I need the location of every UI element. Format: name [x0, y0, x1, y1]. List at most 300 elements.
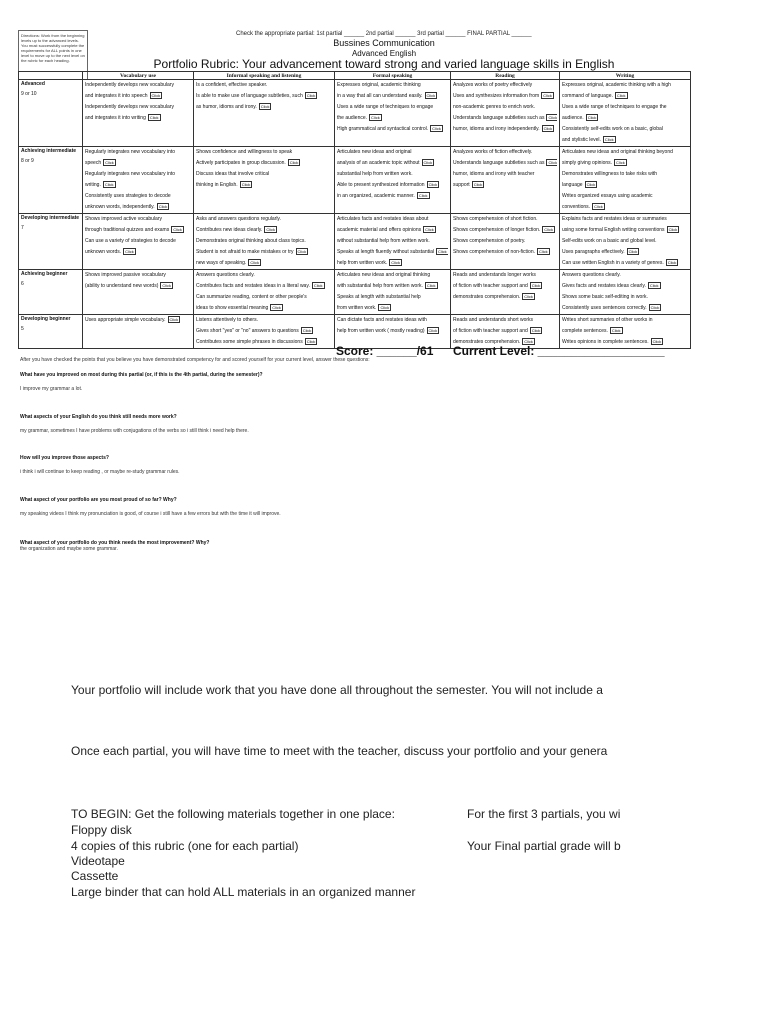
criteria-text: and integrates it into writing: [85, 115, 146, 121]
criteria-cell: [560, 147, 691, 214]
criteria-checkbox[interactable]: Click: [524, 339, 533, 345]
criteria-text: Expresses original, academic thinking: [337, 82, 421, 88]
criteria-line: [562, 247, 688, 258]
rubric-row: [19, 147, 691, 214]
criteria-text: from written work.: [337, 305, 377, 311]
criteria-text: humor, idioms and irony with teacher: [453, 171, 535, 177]
criteria-checkbox[interactable]: Click: [260, 104, 270, 110]
criteria-checkbox[interactable]: Click: [306, 93, 316, 99]
criteria-line: [337, 124, 448, 135]
criteria-checkbox[interactable]: Click: [586, 182, 596, 188]
criteria-checkbox[interactable]: Click: [241, 182, 251, 188]
criteria-line: [562, 281, 688, 292]
criteria-text: simply giving opinions.: [562, 160, 613, 166]
criteria-text: Discuss ideas that involve critical: [196, 171, 270, 177]
criteria-checkbox[interactable]: Click: [380, 305, 390, 311]
materials-item: Videotape: [71, 854, 125, 868]
criteria-text: in a way that all can understand easily.: [337, 93, 423, 99]
criteria-checkbox[interactable]: Click: [149, 115, 159, 121]
criteria-text: as humor, idioms and irony.: [196, 104, 257, 110]
criteria-text: Demonstrates original thinking about class topics.: [196, 238, 306, 244]
criteria-cell: [83, 80, 194, 147]
criteria-line: [85, 202, 191, 213]
criteria-line: [85, 236, 191, 247]
criteria-text: Can summarize reading, content or other people's: [196, 294, 307, 300]
criteria-checkbox[interactable]: Click: [628, 249, 638, 255]
criteria-cell: [83, 214, 194, 270]
criteria-checkbox[interactable]: Click: [423, 160, 433, 166]
criteria-text: Shows confidence and willingness to speak: [196, 149, 293, 155]
criteria-text: demonstrates comprehension.: [453, 294, 521, 300]
rubric-row: [19, 214, 691, 270]
criteria-checkbox[interactable]: Click: [432, 126, 441, 132]
criteria-text: High grammatical and syntactical control.: [337, 126, 429, 132]
criteria-checkbox[interactable]: Click: [391, 260, 400, 266]
criteria-line: [337, 80, 448, 91]
rubric-body: [19, 80, 691, 349]
criteria-cell: [560, 270, 691, 315]
column-header: [19, 72, 83, 80]
criteria-checkbox[interactable]: Click: [306, 339, 316, 345]
level-name: Advanced: [21, 81, 45, 87]
criteria-text: Understands language subtleties such as: [453, 115, 545, 121]
criteria-line: [562, 315, 688, 326]
criteria-line: [196, 236, 332, 247]
criteria-line: [337, 281, 448, 292]
criteria-checkbox[interactable]: Click: [104, 182, 114, 188]
criteria-line: [337, 292, 448, 303]
criteria-text: Actively participates in group discussion.: [196, 160, 286, 166]
criteria-text: without substantial help from written work.: [337, 238, 430, 244]
criteria-line: [337, 102, 448, 113]
criteria-checkbox[interactable]: Click: [616, 93, 626, 99]
criteria-line: [85, 80, 191, 91]
criteria-line: [337, 315, 448, 326]
criteria-checkbox[interactable]: Click: [158, 204, 168, 210]
level-points: 6: [21, 281, 24, 287]
criteria-line: [85, 91, 191, 102]
criteria-cell: [335, 80, 451, 147]
criteria-checkbox[interactable]: Click: [162, 283, 172, 289]
answer-1: I improve my grammar a lot.: [20, 386, 83, 392]
criteria-cell: [335, 147, 451, 214]
criteria-checkbox[interactable]: Click: [302, 328, 312, 334]
criteria-cell: [194, 214, 335, 270]
criteria-text: Uses a wide range of techniques to engage the: [562, 104, 667, 110]
criteria-text: Uses and synthesizes information from: [453, 93, 540, 99]
level-cell: [19, 315, 83, 349]
criteria-line: [196, 247, 332, 258]
criteria-text: Able to present synthesized information: [337, 182, 425, 188]
criteria-cell: [194, 270, 335, 315]
criteria-text: Can dictate facts and restates ideas with: [337, 317, 427, 323]
level-points: 8 or 9: [21, 158, 34, 164]
question-1: What have you improved on most during this partial (or, if this is the 4th partial, during the semester)?: [20, 372, 263, 378]
criteria-text: analysis of an academic topic without: [337, 160, 420, 166]
criteria-text: Demonstrates willingness to take risks with: [562, 171, 658, 177]
criteria-text: unknown words, independently.: [85, 204, 155, 210]
criteria-line: [85, 191, 191, 202]
criteria-line: [196, 180, 332, 191]
to-begin-heading: TO BEGIN: Get the following materials together in one place:: [71, 807, 395, 821]
criteria-line: [85, 270, 191, 281]
rubric-row: [19, 270, 691, 315]
criteria-line: [337, 169, 448, 180]
criteria-checkbox[interactable]: Click: [151, 93, 161, 99]
criteria-text: Answers questions clearly.: [562, 272, 621, 278]
first-partials-note: For the first 3 partials, you wi: [467, 807, 621, 821]
criteria-checkbox[interactable]: Click: [125, 249, 134, 255]
answer-5: the organization and maybe some grammar.: [20, 546, 118, 552]
question-2: What aspects of your English do you think still needs more work?: [20, 414, 177, 420]
criteria-checkbox[interactable]: Click: [313, 283, 323, 289]
criteria-text: Uses appropriate simple vocabulary.: [85, 317, 166, 323]
criteria-cell: [83, 270, 194, 315]
criteria-line: [562, 258, 688, 269]
criteria-line: [562, 191, 688, 202]
criteria-cell: [194, 315, 335, 349]
criteria-line: [453, 326, 557, 337]
answer-2: my grammar, sometimes I have problems with conjugations of the verbs so i still think i need help there.: [20, 428, 249, 434]
criteria-text: Can use a variety of strategies to decode: [85, 238, 176, 244]
criteria-text: Analyzes works of poetry effectively: [453, 82, 533, 88]
criteria-line: [85, 102, 191, 113]
criteria-line: [196, 102, 332, 113]
criteria-line: [196, 270, 332, 281]
criteria-text: Shows some basic self-editing in work.: [562, 294, 648, 300]
criteria-line: [453, 169, 557, 180]
criteria-line: [453, 281, 557, 292]
criteria-line: [562, 326, 688, 337]
criteria-text: Reads and understands short works: [453, 317, 534, 323]
criteria-checkbox[interactable]: Click: [546, 114, 557, 121]
level-cell: [19, 214, 83, 270]
portfolio-note-line2: Once each partial, you will have time to meet with the teacher, discuss your portfolio and your genera: [71, 744, 608, 758]
criteria-line: [85, 147, 191, 158]
criteria-line: [453, 102, 557, 113]
materials-item: Large binder that can hold ALL materials in an organized manner: [71, 885, 416, 899]
criteria-text: Consistently uses strategies to decode: [85, 193, 171, 199]
criteria-text: support: [453, 182, 470, 188]
criteria-line: [85, 225, 191, 236]
criteria-line: [562, 124, 688, 135]
criteria-text: Writes organized essays using academic: [562, 193, 653, 199]
criteria-checkbox[interactable]: Click: [250, 260, 259, 266]
criteria-text: Explains facts and restates ideas or summaries: [562, 216, 667, 222]
criteria-line: [85, 214, 191, 225]
criteria-text: non-academic genres to enrich work.: [453, 104, 535, 110]
partial-check-line: Check the appropriate partial: 1st partial ______ 2nd partial ______ 3rd partial ______ FINAL PARTIAL ______: [236, 31, 532, 37]
criteria-checkbox[interactable]: Click: [266, 227, 275, 233]
rubric-title: Portfolio Rubric: Your advancement toward strong and varied language skills in English: [153, 57, 615, 71]
criteria-text: Contributes new ideas clearly.: [196, 227, 263, 233]
column-header: Reading: [451, 72, 560, 80]
criteria-line: [196, 158, 332, 169]
criteria-line: [453, 247, 557, 258]
criteria-line: [196, 326, 332, 337]
answer-3: i think i will continue to keep reading , or maybe re-study grammar rules.: [20, 469, 180, 475]
criteria-text: language: [562, 182, 583, 188]
criteria-text: Independently develops new vocabulary: [85, 104, 174, 110]
criteria-line: [453, 80, 557, 91]
criteria-text: Analyzes works of fiction effectively.: [453, 149, 533, 155]
final-partial-note: Your Final partial grade will b: [467, 839, 621, 853]
criteria-line: [453, 113, 557, 124]
criteria-text: Uses paragraphs effectively.: [562, 249, 625, 255]
criteria-checkbox[interactable]: Click: [418, 193, 428, 199]
criteria-cell: [560, 214, 691, 270]
criteria-line: [453, 214, 557, 225]
criteria-line: [337, 236, 448, 247]
level-name: Achieving intermediate: [21, 148, 77, 154]
rubric-table: [18, 71, 691, 349]
criteria-line: [85, 281, 191, 292]
criteria-checkbox[interactable]: Click: [289, 160, 299, 166]
criteria-text: Shows improved passive vocabulary: [85, 272, 166, 278]
criteria-line: [337, 158, 448, 169]
criteria-line: [85, 247, 191, 258]
criteria-text: of fiction with teacher support and: [453, 283, 528, 289]
criteria-text: unknown words.: [85, 249, 122, 255]
materials-item: Floppy disk: [71, 823, 132, 837]
criteria-checkbox[interactable]: Click: [649, 283, 659, 289]
criteria-line: [337, 180, 448, 191]
criteria-line: [196, 315, 332, 326]
criteria-cell: [83, 315, 194, 349]
criteria-text: ideas to show essential meaning: [196, 305, 269, 311]
criteria-line: [562, 113, 688, 124]
criteria-line: [337, 247, 448, 258]
criteria-checkbox[interactable]: Click: [371, 115, 380, 121]
criteria-line: [85, 158, 191, 169]
level-name: Developing intermediate: [21, 215, 80, 221]
criteria-text: of fiction with teacher support and: [453, 328, 528, 334]
criteria-line: [196, 147, 332, 158]
criteria-text: (ability to understand new words): [85, 283, 159, 289]
criteria-text: conventions.: [562, 204, 591, 210]
criteria-line: [562, 225, 688, 236]
criteria-checkbox[interactable]: Click: [428, 328, 438, 334]
criteria-line: [337, 258, 448, 269]
criteria-text: new ways of speaking.: [196, 260, 247, 266]
criteria-line: [85, 113, 191, 124]
criteria-checkbox[interactable]: Click: [173, 227, 182, 233]
criteria-checkbox[interactable]: Click: [425, 227, 434, 233]
criteria-text: using some formal English writing conventions: [562, 227, 665, 233]
criteria-line: [196, 225, 332, 236]
level-points: 9 or 10: [21, 91, 37, 97]
criteria-text: Answers questions clearly.: [196, 272, 255, 278]
criteria-text: the audience.: [337, 115, 368, 121]
question-5: What aspect of your portfolio do you think needs the most improvement? Why?: [20, 540, 210, 546]
criteria-checkbox[interactable]: Click: [544, 227, 553, 233]
criteria-line: [562, 147, 688, 158]
criteria-line: [337, 270, 448, 281]
criteria-checkbox[interactable]: Click: [616, 160, 625, 166]
criteria-checkbox[interactable]: Click: [543, 126, 553, 132]
criteria-text: command of language.: [562, 93, 613, 99]
criteria-text: and stylistic level.: [562, 137, 601, 143]
criteria-line: [196, 169, 332, 180]
criteria-text: Articulates new ideas and original thinking beyond: [562, 149, 673, 155]
rubric-row: [19, 80, 691, 147]
criteria-checkbox[interactable]: Click: [587, 115, 597, 121]
criteria-line: [562, 214, 688, 225]
directions-box: Directions: Work from the beginning levels up to the advanced levels. You must successfully complete the requirements for ALL points in one level to move up to the next level on the rubric for each heading.: [18, 30, 88, 80]
criteria-checkbox[interactable]: Click: [272, 305, 281, 311]
criteria-line: [196, 258, 332, 269]
criteria-line: [85, 180, 191, 191]
column-header: Formal speaking: [335, 72, 451, 80]
criteria-text: help from written work.: [337, 260, 388, 266]
criteria-text: with substantial help from written work.: [337, 283, 423, 289]
criteria-checkbox[interactable]: Click: [594, 204, 603, 210]
criteria-text: through traditional quizzes and exams: [85, 227, 170, 233]
materials-item: 4 copies of this rubric (one for each partial): [71, 839, 299, 853]
criteria-text: Writes opinions in complete sentences.: [562, 339, 649, 345]
criteria-line: [196, 214, 332, 225]
criteria-text: Understands language subtleties such as: [453, 160, 545, 166]
level-points: 5: [21, 326, 24, 332]
criteria-checkbox[interactable]: Click: [668, 227, 678, 233]
criteria-checkbox[interactable]: Click: [539, 249, 548, 255]
criteria-checkbox[interactable]: Click: [611, 328, 621, 334]
criteria-text: complete sentences.: [562, 328, 608, 334]
level-points: 7: [21, 225, 24, 231]
criteria-checkbox[interactable]: Click: [667, 260, 677, 266]
criteria-text: Gives short "yes" or "no" answers to questions: [196, 328, 299, 334]
criteria-line: [453, 315, 557, 326]
criteria-line: [196, 292, 332, 303]
criteria-line: [196, 337, 332, 348]
criteria-text: Articulates facts and restates ideas about: [337, 216, 429, 222]
criteria-cell: [335, 270, 451, 315]
criteria-line: [337, 91, 448, 102]
criteria-checkbox[interactable]: Click: [473, 182, 483, 188]
criteria-text: Uses a wide range of techniques to engage: [337, 104, 434, 110]
criteria-checkbox[interactable]: Click: [546, 159, 557, 166]
criteria-text: substantial help from written work.: [337, 171, 413, 177]
criteria-text: Shows comprehension of longer fiction.: [453, 227, 541, 233]
criteria-text: Self-edits work on a basic and global level.: [562, 238, 657, 244]
criteria-text: Shows comprehension of short fiction.: [453, 216, 538, 222]
criteria-line: [337, 326, 448, 337]
criteria-text: speech: [85, 160, 102, 166]
criteria-cell: [451, 147, 560, 214]
criteria-text: Consistently self-edits work on a basic, global: [562, 126, 663, 132]
criteria-line: [562, 158, 688, 169]
criteria-checkbox[interactable]: Click: [297, 249, 307, 255]
criteria-line: [562, 236, 688, 247]
criteria-text: Speaks at length fluently without substantial: [337, 249, 435, 255]
course-subtitle: Advanced English: [351, 49, 417, 58]
questions-intro: After you have checked the points that you believe you have demonstrated competency for and scored yourself for your current level, answer these questions:: [20, 357, 370, 363]
criteria-line: [337, 147, 448, 158]
criteria-line: [562, 135, 688, 146]
column-header: Informal speaking and listening: [194, 72, 335, 80]
criteria-text: Consistently uses sentences correctly.: [562, 305, 647, 311]
criteria-checkbox[interactable]: Click: [428, 182, 438, 188]
criteria-line: [337, 214, 448, 225]
criteria-line: [337, 303, 448, 314]
criteria-checkbox[interactable]: Click: [650, 305, 660, 311]
criteria-text: demonstrates comprehension.: [453, 339, 521, 345]
criteria-line: [562, 303, 688, 314]
portfolio-note-line1: Your portfolio will include work that you have done all throughout the semester. You will not include a: [71, 683, 603, 697]
criteria-checkbox[interactable]: Click: [531, 283, 541, 289]
criteria-text: Student is not afraid to make mistakes or try: [196, 249, 294, 255]
criteria-text: humor, idioms and irony independently.: [453, 126, 540, 132]
criteria-text: writing.: [85, 182, 101, 188]
question-3: How will you improve those aspects?: [20, 455, 109, 461]
score-label: Score: ______/61: [336, 344, 434, 358]
criteria-line: [562, 270, 688, 281]
criteria-checkbox[interactable]: Click: [524, 294, 533, 300]
criteria-checkbox[interactable]: Click: [531, 328, 541, 334]
criteria-text: audience.: [562, 115, 584, 121]
criteria-text: Regularly integrates new vocabulary into: [85, 171, 176, 177]
criteria-line: [562, 292, 688, 303]
criteria-line: [562, 169, 688, 180]
criteria-cell: [451, 270, 560, 315]
criteria-cell: [560, 80, 691, 147]
criteria-text: Articulates new ideas and original thinking: [337, 272, 431, 278]
criteria-text: Reads and understands longer works: [453, 272, 536, 278]
answer-4: my speaking videos I think my pronunciation is good, of course i still have a few errors but with the time it will improve.: [20, 511, 281, 517]
level-cell: [19, 147, 83, 214]
criteria-text: thinking in English.: [196, 182, 238, 188]
rubric-header-row: [19, 72, 691, 80]
criteria-text: Expresses original, academic thinking with a high: [562, 82, 671, 88]
criteria-checkbox[interactable]: Click: [426, 93, 436, 99]
criteria-line: [196, 91, 332, 102]
criteria-cell: [335, 214, 451, 270]
criteria-cell: [194, 147, 335, 214]
criteria-text: academic material and offers opinions: [337, 227, 422, 233]
criteria-checkbox[interactable]: Click: [169, 317, 179, 323]
level-cell: [19, 270, 83, 315]
criteria-line: [562, 102, 688, 113]
course-title: Bussines Communication: [333, 38, 435, 48]
criteria-text: Regularly integrates new vocabulary into: [85, 149, 176, 155]
criteria-text: Contributes some simple phrases in discussions: [196, 339, 303, 345]
criteria-text: Shows comprehension of poetry.: [453, 238, 526, 244]
criteria-line: [337, 225, 448, 236]
level-name: Developing beginner: [21, 316, 71, 322]
criteria-checkbox[interactable]: Click: [604, 137, 614, 143]
criteria-text: Contributes facts and restates ideas in a literal way.: [196, 283, 310, 289]
criteria-line: [453, 236, 557, 247]
criteria-cell: [194, 80, 335, 147]
criteria-checkbox[interactable]: Click: [426, 283, 436, 289]
criteria-checkbox[interactable]: Click: [438, 249, 447, 255]
criteria-text: Writes short summaries of other works in: [562, 317, 653, 323]
criteria-line: [453, 91, 557, 102]
criteria-line: [453, 124, 557, 135]
criteria-checkbox[interactable]: Click: [652, 339, 662, 345]
criteria-line: [453, 270, 557, 281]
criteria-text: Independently develops new vocabulary: [85, 82, 174, 88]
criteria-text: Is a confident, effective speaker.: [196, 82, 268, 88]
criteria-text: and integrates it into speech: [85, 93, 148, 99]
criteria-line: [196, 80, 332, 91]
criteria-checkbox[interactable]: Click: [105, 160, 114, 166]
criteria-checkbox[interactable]: Click: [543, 93, 552, 99]
materials-item: Cassette: [71, 869, 119, 883]
criteria-text: Shows improved active vocabulary: [85, 216, 162, 222]
criteria-text: Shows comprehension of non-fiction.: [453, 249, 535, 255]
criteria-line: [453, 292, 557, 303]
